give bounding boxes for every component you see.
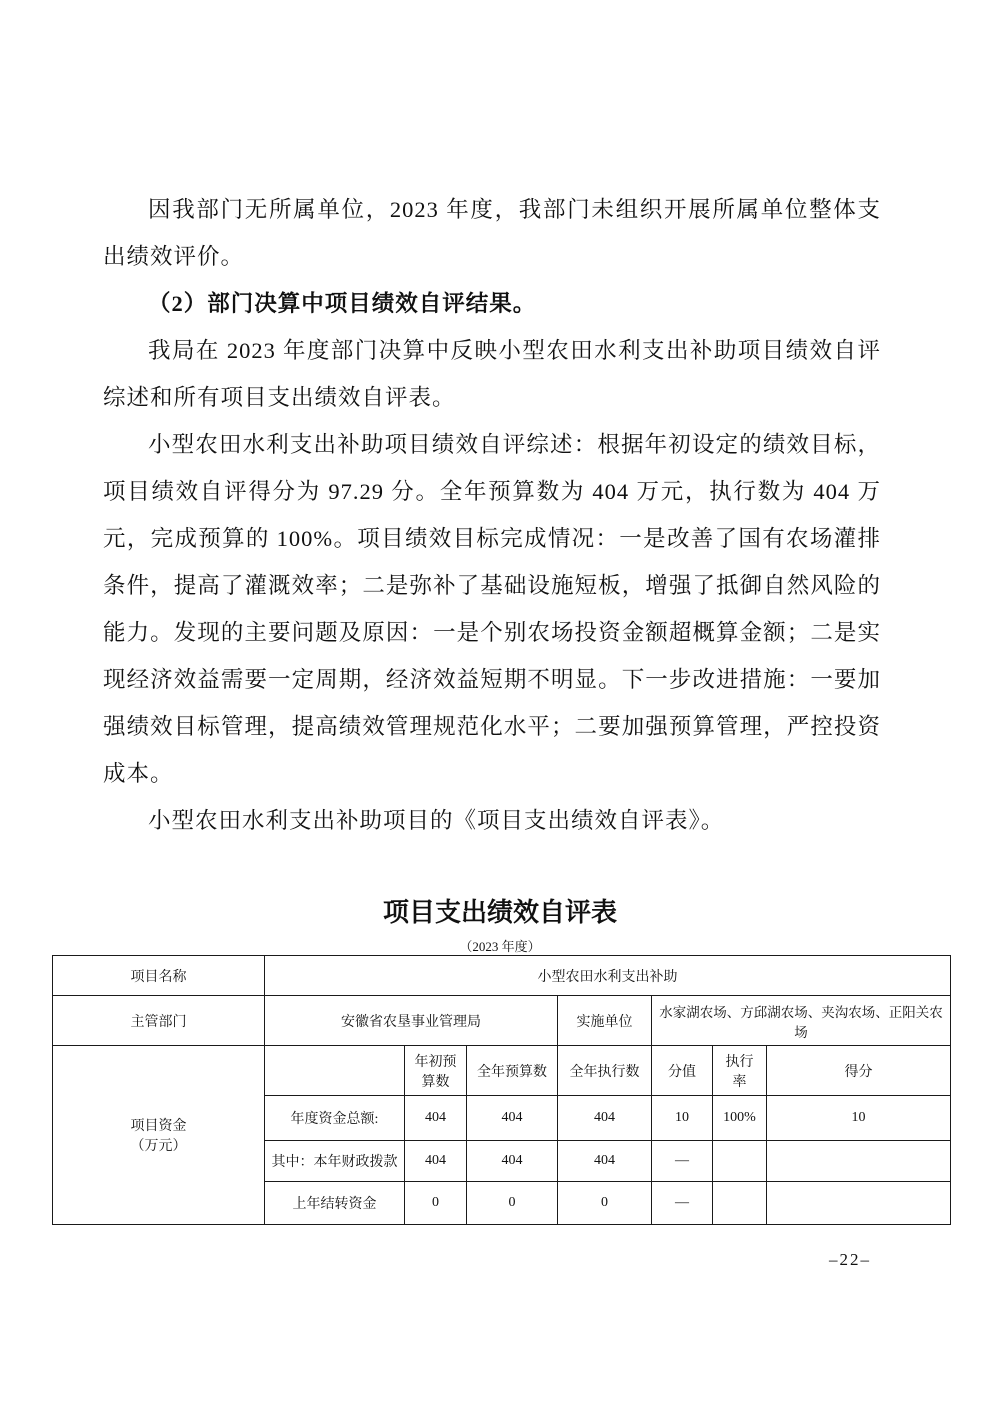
cell-value: — bbox=[652, 1182, 713, 1225]
cell-value: — bbox=[652, 1141, 713, 1182]
col-header-initial-budget: 年初预算数 bbox=[405, 1046, 467, 1096]
paragraph: 因我部门无所属单位，2023 年度，我部门未组织开展所属单位整体支出绩效评价。 bbox=[103, 197, 881, 269]
cell-value: 10 bbox=[767, 1096, 951, 1141]
impl-unit-value: 水家湖农场、方邱湖农场、夹沟农场、正阳关农场 bbox=[652, 996, 951, 1046]
impl-unit-label: 实施单位 bbox=[558, 996, 652, 1046]
cell-value: 0 bbox=[405, 1182, 467, 1225]
subsection-heading: （2）部门决算中项目绩效自评结果。 bbox=[148, 291, 537, 316]
project-name-label: 项目名称 bbox=[53, 956, 265, 996]
cell-value bbox=[713, 1182, 767, 1225]
table-row bbox=[53, 956, 951, 996]
table-subtitle: （2023 年度） bbox=[459, 939, 541, 954]
cell-value: 0 bbox=[467, 1182, 558, 1225]
dept-label: 主管部门 bbox=[53, 996, 265, 1046]
body-text-block bbox=[103, 186, 881, 906]
cell-value: 100% bbox=[713, 1096, 767, 1141]
empty-cell bbox=[265, 1046, 405, 1096]
dept-value: 安徽省农垦事业管理局 bbox=[265, 996, 558, 1046]
paragraph: 小型农田水利支出补助项目的《项目支出绩效自评表》。 bbox=[148, 808, 725, 833]
cell-value bbox=[767, 1141, 951, 1182]
project-funds-label-line1: 项目资金 bbox=[130, 1119, 187, 1134]
project-funds-label bbox=[53, 1046, 265, 1225]
cell-value bbox=[713, 1141, 767, 1182]
row-label-total-funds: 年度资金总额: bbox=[265, 1096, 405, 1141]
cell-value: 10 bbox=[652, 1096, 713, 1141]
cell-value bbox=[767, 1182, 951, 1225]
performance-self-evaluation-table bbox=[52, 955, 951, 1225]
col-header-execution-rate: 执行率 bbox=[713, 1046, 767, 1096]
table-row bbox=[53, 996, 951, 1046]
cell-value: 404 bbox=[467, 1141, 558, 1182]
row-label-fiscal-appropriation: 其中：本年财政拨款 bbox=[265, 1141, 405, 1182]
page-number: –22– bbox=[829, 1250, 871, 1269]
col-header-points: 分值 bbox=[652, 1046, 713, 1096]
project-funds-label-line2: （万元） bbox=[130, 1139, 187, 1154]
col-header-annual-execution: 全年执行数 bbox=[558, 1046, 652, 1096]
cell-value: 404 bbox=[558, 1141, 652, 1182]
paragraph: 我局在 2023 年度部门决算中反映小型农田水利支出补助项目绩效自评综述和所有项目支出绩效自评表。 bbox=[103, 338, 881, 410]
cell-value: 404 bbox=[405, 1096, 467, 1141]
cell-value: 0 bbox=[558, 1182, 652, 1225]
project-name-value: 小型农田水利支出补助 bbox=[265, 956, 951, 996]
cell-value: 404 bbox=[467, 1096, 558, 1141]
table-title: 项目支出绩效自评表 bbox=[382, 897, 617, 927]
table-header-row bbox=[53, 1046, 951, 1096]
cell-value: 404 bbox=[558, 1096, 652, 1141]
cell-value: 404 bbox=[405, 1141, 467, 1182]
paragraph: 小型农田水利支出补助项目绩效自评综述：根据年初设定的绩效目标，项目绩效自评得分为 97.29 分。全年预算数为 404 万元，执行数为 404 万元，完成预算的 100%。项目绩效目标完成情况：一是改善了国有农场灌排条件，提高了灌溉效率；二是弥补了基础设施短板，增强了抵御自然风险的能力。发现的主要问题及原因：一是个别农场投资金额超概算金额；二是实现经济效益需要一定周期，经济效益短期不明显。下一步改进措施：一要加强绩效目标管理，提高绩效管理规范化水平；二要加强预算管理，严控投资成本。 bbox=[103, 432, 881, 786]
col-header-annual-budget: 全年预算数 bbox=[467, 1046, 558, 1096]
col-header-score: 得分 bbox=[767, 1046, 951, 1096]
row-label-carryover-funds: 上年结转资金 bbox=[265, 1182, 405, 1225]
